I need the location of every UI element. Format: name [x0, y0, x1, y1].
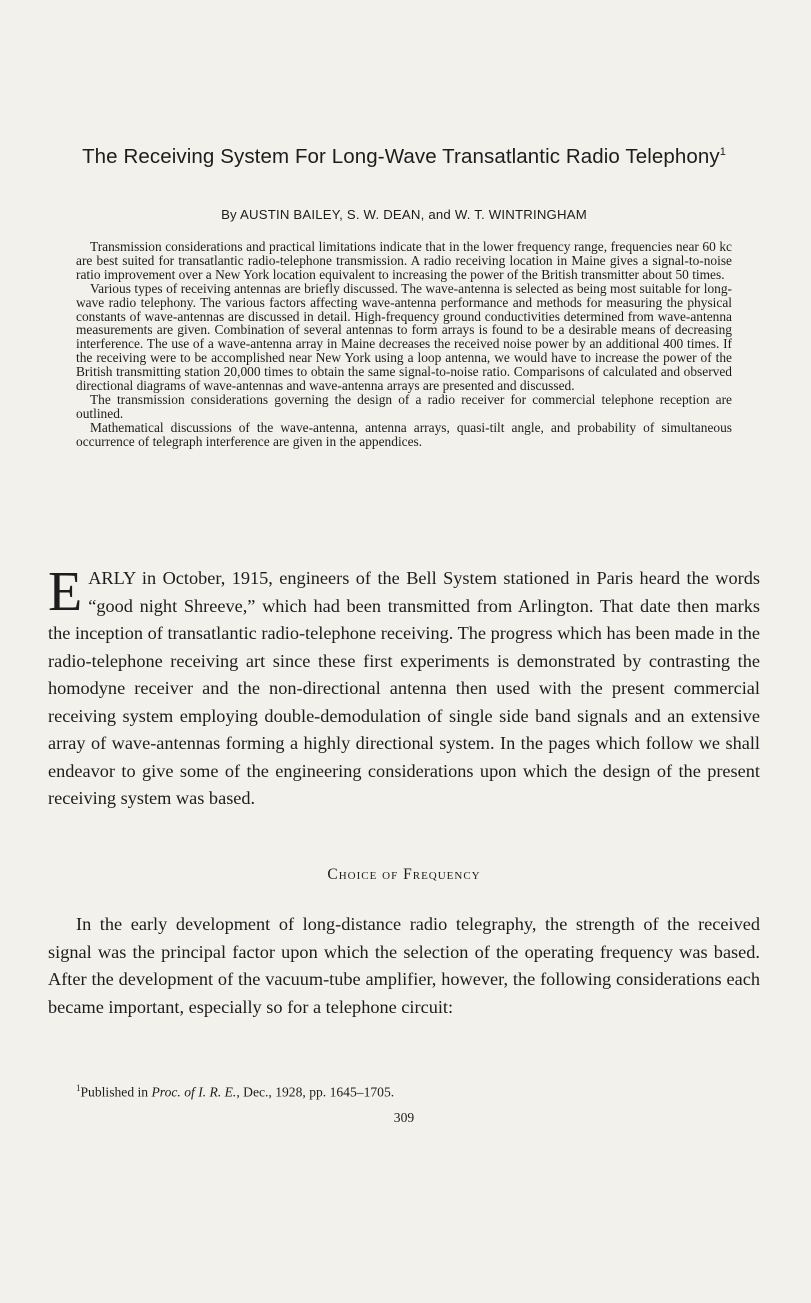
- authors-line: By AUSTIN BAILEY, S. W. DEAN, and W. T. WINTRINGHAM: [221, 207, 587, 222]
- drop-cap: E: [48, 561, 83, 623]
- title-text: The Receiving System For Long-Wave Transatlantic Radio Telephony: [82, 145, 720, 168]
- footnote: [76, 1083, 756, 1101]
- section-heading-text: Choice of Frequency: [327, 866, 481, 883]
- abstract-paragraph: Various types of receiving antennas are briefly discussed. The wave-antenna is selected as being most suitable for long-wave radio telephony. The various factors affecting wave-antenna performance and methods for measuring the physical constants of wave-antennas are discussed in detail. High-frequency ground conductivities determined from wave-antenna measurements are given. Combination of several antennas to form arrays is found to be a desirable means of decreasing interference. The use of a wave-antenna array in Maine decreases the received noise power by an additional 400 times. If the receiving were to be accomplished near New York using a loop antenna, we would have to increase the power of the British transmitting station 20,000 times to obtain the same signal-to-noise ratio. Comparisons of calculated and observed directional diagrams of wave-antennas and wave-antenna arrays are presented and discussed.: [76, 280, 732, 394]
- intro-paragraph: [48, 561, 760, 813]
- section-paragraph: In the early development of long-distance radio telegraphy, the strength of the received signal was the principal factor upon which the selection of the operating frequency was based. After the development of the vacuum-tube amplifier, however, the following considerations each became important, especially so for a telephone circuit:: [48, 914, 760, 1017]
- abstract-paragraph: The transmission considerations governing the design of a radio receiver for commercial telephone reception are outlined.: [76, 391, 732, 421]
- abstract-paragraph: Mathematical discussions of the wave-antenna, antenna arrays, quasi-tilt angle, and probability of simultaneous occurrence of telegraph interference are given in the appendices.: [76, 419, 732, 449]
- intro-text: ARLY in October, 1915, engineers of the Bell System stationed in Paris heard the words “good night Shreeve,” which had been transmitted from Arlington. That date then marks the inception of transatlantic radio-telephone receiving. The progress which has been made in the radio-telephone receiving art since these first experiments is demonstrated by contrasting the homodyne receiver and the non-directional antenna then used with the present commercial receiving system employing double-demodulation of single side band signals and an extensive array of wave-antennas forming a highly directional system. In the pages which follow we shall endeavor to give some of the engineering considerations upon which the design of the present receiving system was based.: [48, 568, 760, 808]
- abstract: [76, 240, 732, 449]
- footnote-suffix: , Dec., 1928, pp. 1645–1705.: [236, 1084, 395, 1100]
- footnote-prefix: Published in: [80, 1084, 152, 1100]
- intro-section: [48, 561, 760, 813]
- footnote-mark: 1: [76, 1083, 81, 1093]
- footnote-journal: Proc. of I. R. E.: [151, 1084, 237, 1100]
- page-number: 309: [393, 1110, 415, 1125]
- article-title: [48, 142, 760, 171]
- frequency-section: [48, 911, 760, 1021]
- title-footnote-mark: 1: [719, 146, 726, 159]
- abstract-paragraph: Transmission considerations and practical limitations indicate that in the lower frequency range, frequencies near 60 kc are best suited for transatlantic radio-telephone transmission. A radio receiving location in Maine gives a signal-to-noise ratio improvement over a New York location equivalent to increasing the power of the British transmitter about 50 times.: [76, 239, 732, 282]
- section-heading: [48, 866, 760, 884]
